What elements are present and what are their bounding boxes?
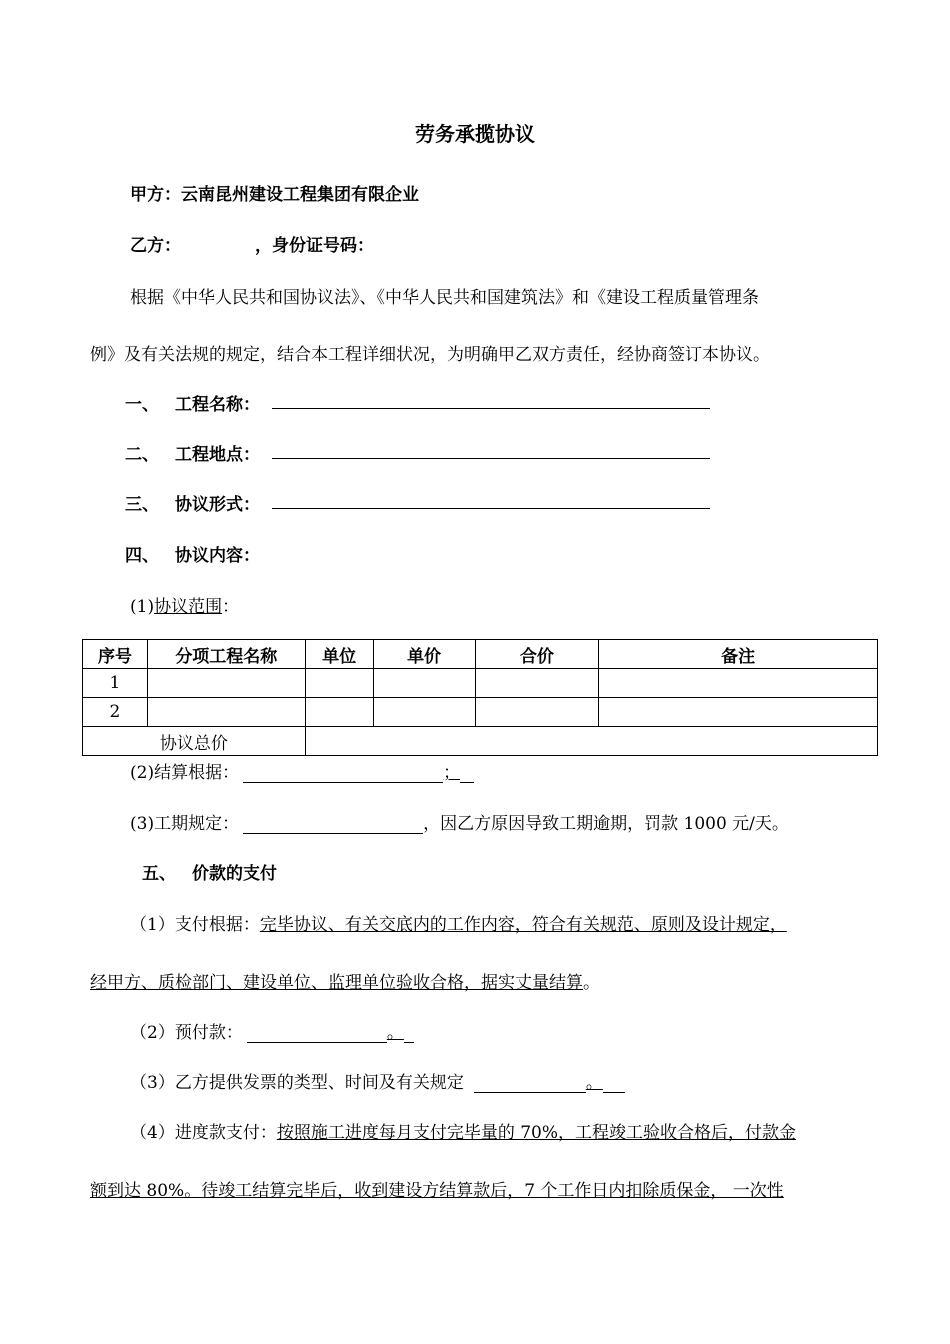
intro-line-2: 例》及有关法规的规定，结合本工程详细状况，为明确甲乙双方责任，经协商签订本协议。 (90, 345, 770, 365)
table-cell[interactable] (305, 669, 373, 698)
header-unit: 单位 (305, 640, 373, 669)
section-4-label: 协议内容： (175, 546, 260, 566)
settlement-label: (2)结算根据： (130, 763, 240, 783)
header-unit-price: 单价 (373, 640, 475, 669)
table-cell[interactable] (475, 698, 599, 727)
payment-2-line (130, 1018, 414, 1043)
scope-label: 协议范围 (154, 597, 223, 617)
period-line (130, 809, 789, 834)
settlement-end: ； (443, 763, 461, 783)
project-location-field[interactable] (272, 440, 710, 459)
document-title: 劳务承揽协议 (415, 122, 535, 146)
total-value-cell[interactable] (305, 727, 877, 756)
section-4-number: 四、 (125, 546, 159, 566)
header-remarks: 备注 (599, 640, 878, 669)
section-1-number: 一、 (125, 395, 159, 415)
section-3-number: 三、 (125, 495, 159, 515)
payment-1-label: （1）支付根据： (130, 915, 260, 935)
party-a: 甲方：云南昆州建设工程集团有限企业 (130, 185, 419, 205)
payment-1-end: 。 (583, 973, 600, 993)
payment-4-text-1: 按照施工进度每月支付完毕量的 70%，工程竣工验收合格后，付款金 (276, 1123, 797, 1143)
party-b-id-label: ，身份证号码： (255, 236, 374, 256)
settlement-line (130, 758, 474, 783)
payment-1-line-1 (130, 910, 787, 935)
scope-line (130, 592, 239, 617)
payment-4-line-2 (90, 1176, 784, 1201)
payment-3-end: 。 (585, 1073, 603, 1093)
period-text: ，因乙方原因导致工期逾期，罚款 1000 元/天。 (423, 814, 789, 834)
payment-4-line-1 (130, 1118, 796, 1143)
section-5-number: 五、 (142, 864, 176, 884)
table-cell[interactable] (147, 669, 305, 698)
section-2-number: 二、 (125, 445, 159, 465)
table-cell[interactable] (373, 669, 475, 698)
table-row (83, 698, 878, 727)
scope-prefix: (1) (130, 597, 155, 617)
payment-1-line-2 (90, 968, 600, 993)
header-total-price: 合价 (475, 640, 599, 669)
total-label: 协议总价 (83, 727, 306, 756)
intro-line-1: 根据《中华人民共和国协议法》、《中华人民共和国建筑法》和《建设工程质量管理条 (130, 288, 759, 308)
row-seq: 2 (83, 698, 148, 727)
payment-4-label: （4）进度款支付： (130, 1123, 277, 1143)
section-3-label: 协议形式： (175, 495, 260, 515)
section-2-label: 工程地点： (175, 445, 260, 465)
period-field[interactable] (243, 815, 423, 834)
payment-2-end: 。 (386, 1023, 404, 1043)
scope-table (82, 639, 878, 756)
header-seq: 序号 (83, 640, 148, 669)
payment-1-text-2: 经甲方、质检部门、建设单位、监理单位验收合格，据实丈量结算 (90, 973, 583, 993)
project-name-field[interactable] (272, 390, 710, 409)
table-row (83, 669, 878, 698)
row-seq: 1 (83, 669, 148, 698)
payment-1-text-1: 完毕协议、有关交底内的工作内容，符合有关规范、原则及设计规定， (259, 915, 787, 935)
invoice-field[interactable] (474, 1074, 586, 1093)
scope-colon: ： (222, 597, 240, 617)
period-label: (3)工期规定： (130, 814, 240, 834)
table-cell[interactable] (599, 698, 878, 727)
payment-2-label: （2）预付款： (130, 1023, 243, 1043)
party-b-label: 乙方： (130, 236, 181, 256)
section-5-label: 价款的支付 (192, 864, 277, 884)
header-item-name: 分项工程名称 (147, 640, 305, 669)
table-total-row (83, 727, 878, 756)
settlement-field[interactable] (243, 764, 443, 783)
section-1-label: 工程名称： (175, 395, 260, 415)
table-cell[interactable] (305, 698, 373, 727)
table-header-row (83, 640, 878, 669)
payment-3-line (130, 1068, 625, 1093)
table-cell[interactable] (599, 669, 878, 698)
agreement-form-field[interactable] (272, 490, 710, 509)
payment-4-text-2: 额到达 80%。待竣工结算完毕后，收到建设方结算款后，7 个工作日内扣除质保金， 一次性 (90, 1181, 784, 1201)
prepayment-field[interactable] (247, 1024, 387, 1043)
table-cell[interactable] (373, 698, 475, 727)
table-cell[interactable] (475, 669, 599, 698)
table-cell[interactable] (147, 698, 305, 727)
payment-3-label: （3）乙方提供发票的类型、时间及有关规定 (130, 1073, 464, 1093)
